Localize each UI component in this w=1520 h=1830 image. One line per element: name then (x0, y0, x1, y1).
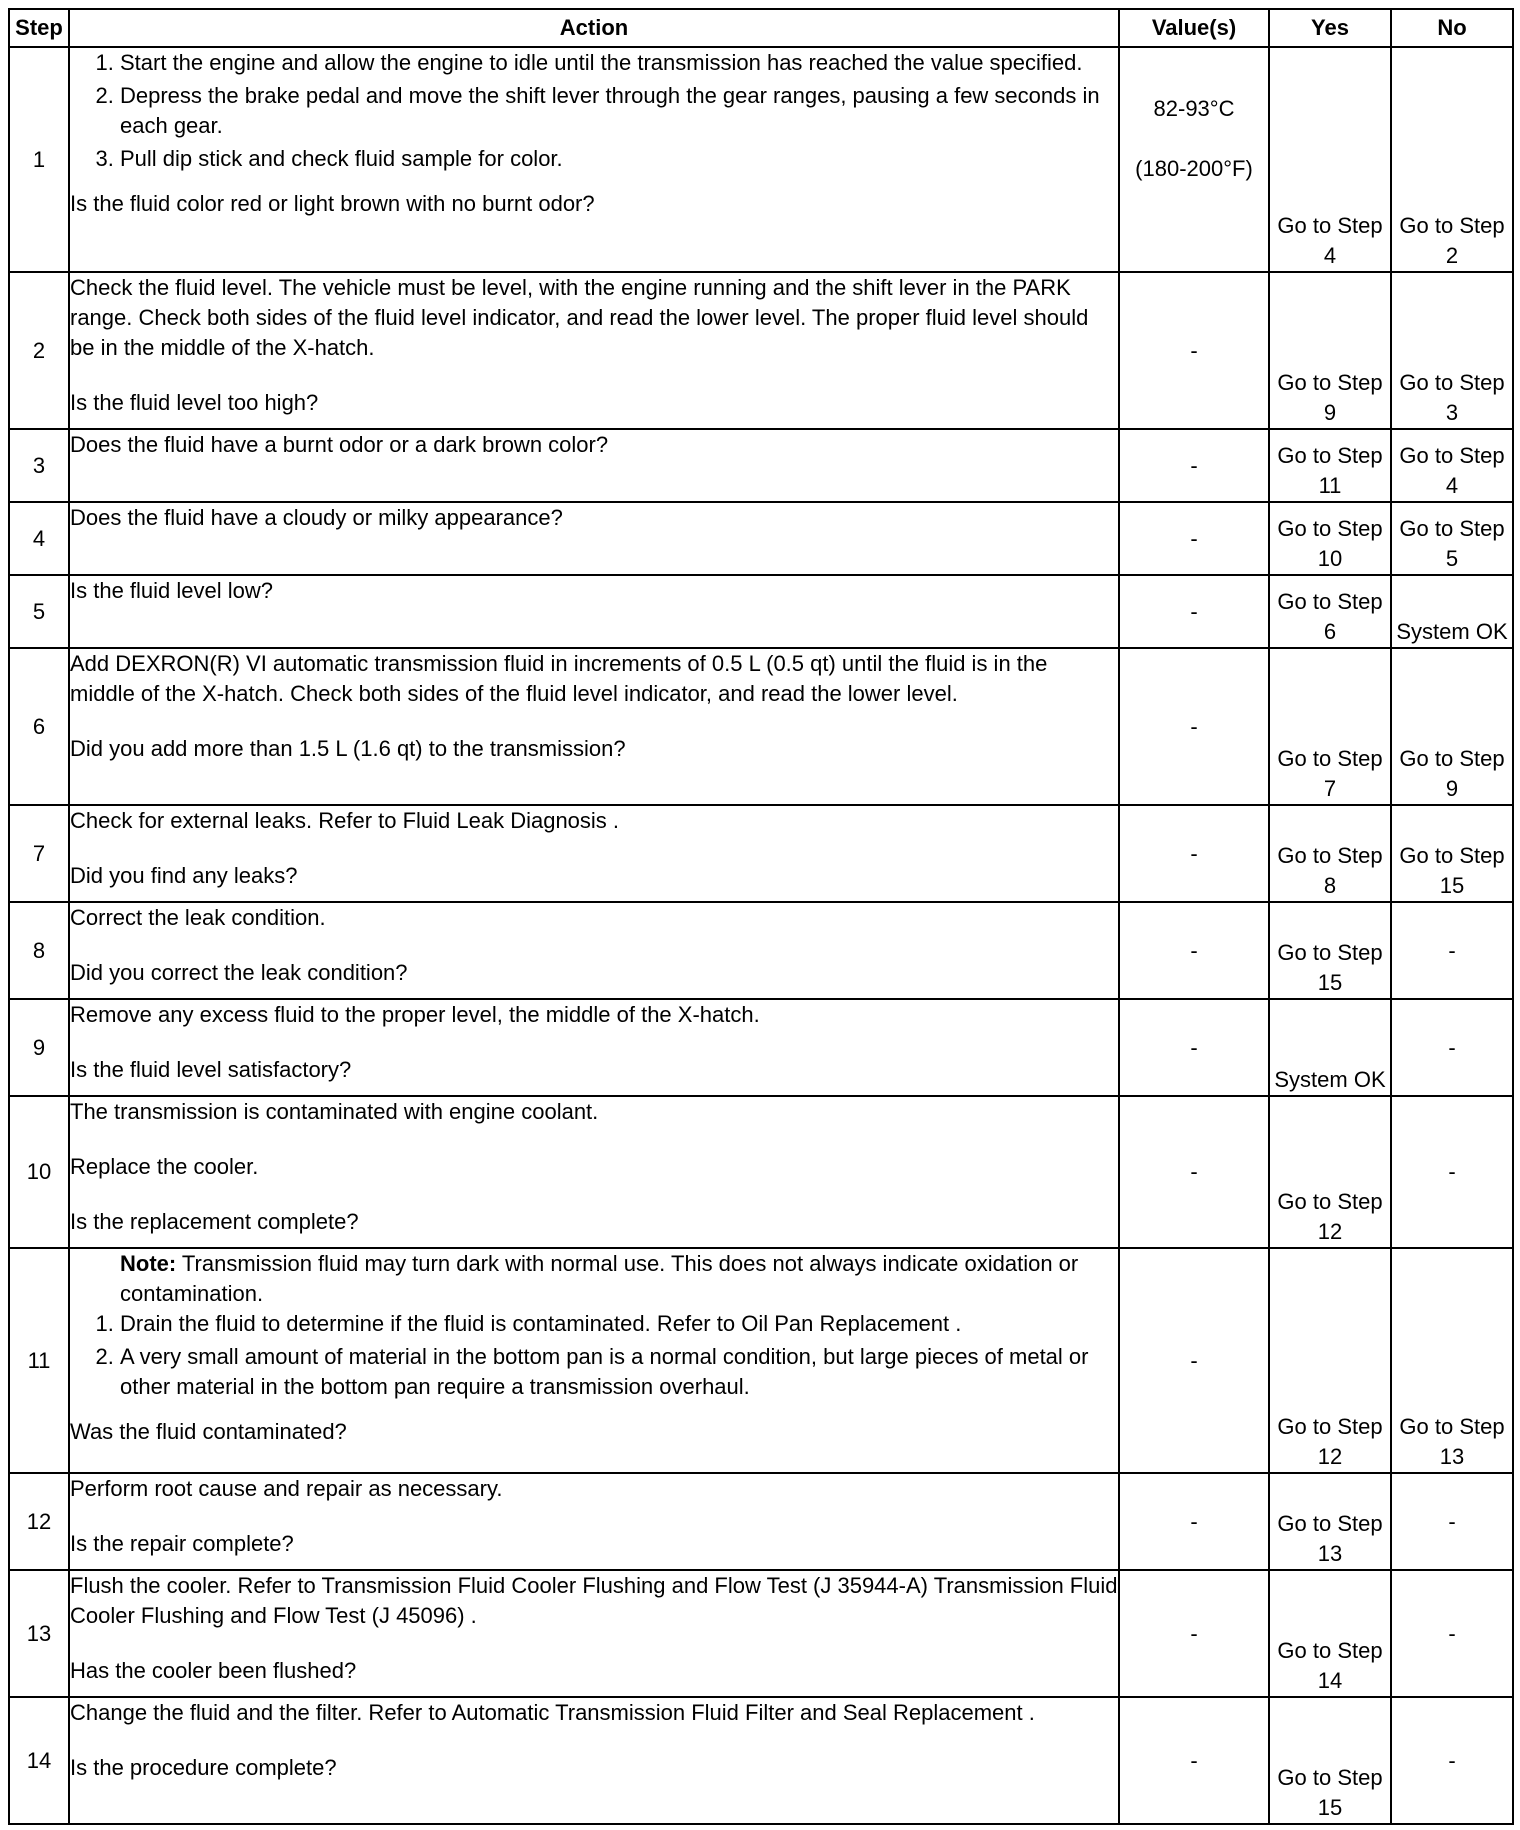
action-text: Add DEXRON(R) VI automatic transmission fluid in increments of 0.5 L (0.5 qt) until the fluid is in the middle of the X-hatch. Check both sides of the fluid level indicator, and read the lower level. (70, 651, 1048, 706)
diagnostic-table (8, 8, 1514, 1825)
action-question: Is the fluid level low? (70, 578, 273, 603)
value-cell (1119, 47, 1269, 272)
step-number: 11 (9, 1248, 69, 1473)
action-cell (69, 648, 1119, 805)
action-cell (69, 999, 1119, 1096)
value-cell: - (1119, 999, 1269, 1096)
step-number: 5 (9, 575, 69, 648)
no-cell: - (1391, 1570, 1513, 1697)
table-row (9, 429, 1513, 502)
value-cell: - (1119, 272, 1269, 429)
action-text: The transmission is contaminated with engine coolant. (70, 1099, 599, 1124)
yes-cell: Go to Step 15 (1269, 902, 1391, 999)
no-cell: - (1391, 1473, 1513, 1570)
no-cell: System OK (1391, 575, 1513, 648)
table-row (9, 1096, 1513, 1248)
value-fahrenheit: (180-200°F) (1135, 156, 1253, 181)
diagnostic-table-container (8, 8, 1512, 1825)
step-number: 8 (9, 902, 69, 999)
action-question: Is the repair complete? (70, 1531, 294, 1556)
yes-cell: Go to Step 8 (1269, 805, 1391, 902)
no-cell: - (1391, 1697, 1513, 1824)
action-text: Flush the cooler. Refer to Transmission Fluid Cooler Flushing and Flow Test (J 35944-A) Transmission Fluid Cooler Flushing and Flow Test (J 45096) . (70, 1573, 1118, 1628)
no-cell: Go to Step 3 (1391, 272, 1513, 429)
action-question: Did you correct the leak condition? (70, 960, 408, 985)
yes-cell: Go to Step 11 (1269, 429, 1391, 502)
table-row (9, 805, 1513, 902)
yes-cell: Go to Step 13 (1269, 1473, 1391, 1570)
no-cell: Go to Step 4 (1391, 429, 1513, 502)
no-cell: Go to Step 13 (1391, 1248, 1513, 1473)
header-yes: Yes (1269, 9, 1391, 47)
action-cell (69, 1473, 1119, 1570)
yes-cell: Go to Step 6 (1269, 575, 1391, 648)
table-row (9, 902, 1513, 999)
action-step-item: 2. Depress the brake pedal and move the shift lever through the gear ranges, pausing a few seconds in each gear. (120, 81, 1118, 141)
action-text: Check the fluid level. The vehicle must be level, with the engine running and the shift lever in the PARK range. Check both sides of the fluid level indicator, and read the lower level. The proper fluid level should be in the middle of the X-hatch. (70, 275, 1089, 360)
value-cell: - (1119, 575, 1269, 648)
table-row (9, 47, 1513, 272)
step-number: 2 (9, 272, 69, 429)
action-cell (69, 1697, 1119, 1824)
table-row (9, 272, 1513, 429)
action-step-item: 3. Pull dip stick and check fluid sample for color. (120, 144, 1118, 174)
table-row (9, 502, 1513, 575)
value-cell: - (1119, 1473, 1269, 1570)
table-row (9, 575, 1513, 648)
step-number: 7 (9, 805, 69, 902)
header-step: Step (9, 9, 69, 47)
yes-cell: Go to Step 12 (1269, 1096, 1391, 1248)
action-text: Check for external leaks. Refer to Fluid Leak Diagnosis . (70, 808, 620, 833)
table-row (9, 1248, 1513, 1473)
action-text-secondary: Replace the cooler. (70, 1154, 259, 1179)
action-text: Perform root cause and repair as necessary. (70, 1476, 503, 1501)
action-cell (69, 1248, 1119, 1473)
action-text: Change the fluid and the filter. Refer to Automatic Transmission Fluid Filter and Seal Replacement . (70, 1700, 1035, 1725)
action-text: Remove any excess fluid to the proper level, the middle of the X-hatch. (70, 1002, 760, 1027)
step-number: 14 (9, 1697, 69, 1824)
no-cell: Go to Step 2 (1391, 47, 1513, 272)
step-number: 1 (9, 47, 69, 272)
action-question: Is the replacement complete? (70, 1209, 359, 1234)
step-number: 12 (9, 1473, 69, 1570)
action-question: Does the fluid have a burnt odor or a dark brown color? (70, 432, 609, 457)
step-number: 13 (9, 1570, 69, 1697)
action-question: Has the cooler been flushed? (70, 1658, 357, 1683)
header-no: No (1391, 9, 1513, 47)
table-header-row (9, 9, 1513, 47)
value-cell: - (1119, 502, 1269, 575)
step-number: 9 (9, 999, 69, 1096)
yes-cell: Go to Step 12 (1269, 1248, 1391, 1473)
value-cell: - (1119, 429, 1269, 502)
yes-cell: Go to Step 7 (1269, 648, 1391, 805)
table-row (9, 648, 1513, 805)
step-number: 6 (9, 648, 69, 805)
table-row (9, 1570, 1513, 1697)
value-cell: - (1119, 1248, 1269, 1473)
yes-cell: Go to Step 10 (1269, 502, 1391, 575)
action-steps-list (70, 1309, 1118, 1402)
value-celsius: 82-93°C (1153, 96, 1235, 121)
table-row (9, 1697, 1513, 1824)
note-text: Transmission fluid may turn dark with normal use. This does not always indicate oxidation or contamination. (120, 1251, 1079, 1306)
action-question: Is the procedure complete? (70, 1755, 337, 1780)
action-cell (69, 429, 1119, 502)
action-question: Was the fluid contaminated? (70, 1419, 347, 1444)
value-cell: - (1119, 805, 1269, 902)
action-question: Is the fluid level satisfactory? (70, 1057, 352, 1082)
yes-cell: Go to Step 4 (1269, 47, 1391, 272)
action-cell (69, 502, 1119, 575)
action-cell (69, 47, 1119, 272)
no-cell: - (1391, 1096, 1513, 1248)
action-question: Is the fluid color red or light brown with no burnt odor? (70, 191, 595, 216)
action-question: Did you find any leaks? (70, 863, 298, 888)
action-cell (69, 575, 1119, 648)
yes-cell: System OK (1269, 999, 1391, 1096)
value-cell: - (1119, 1096, 1269, 1248)
value-cell: - (1119, 1697, 1269, 1824)
yes-cell: Go to Step 9 (1269, 272, 1391, 429)
action-text: Correct the leak condition. (70, 905, 326, 930)
action-cell (69, 1096, 1119, 1248)
step-number: 10 (9, 1096, 69, 1248)
action-cell (69, 902, 1119, 999)
value-cell: - (1119, 1570, 1269, 1697)
action-question: Did you add more than 1.5 L (1.6 qt) to the transmission? (70, 736, 626, 761)
header-action: Action (69, 9, 1119, 47)
no-cell: - (1391, 999, 1513, 1096)
yes-cell: Go to Step 15 (1269, 1697, 1391, 1824)
no-cell: - (1391, 902, 1513, 999)
action-step-item: 2. A very small amount of material in the bottom pan is a normal condition, but large pieces of metal or other material in the bottom pan require a transmission overhaul. (120, 1342, 1118, 1402)
note-label: Note: (120, 1251, 177, 1276)
step-number: 4 (9, 502, 69, 575)
note-block (70, 1249, 1118, 1309)
action-cell (69, 805, 1119, 902)
table-row (9, 999, 1513, 1096)
no-cell: Go to Step 15 (1391, 805, 1513, 902)
action-cell (69, 272, 1119, 429)
action-cell (69, 1570, 1119, 1697)
no-cell: Go to Step 9 (1391, 648, 1513, 805)
action-step-item: 1. Drain the fluid to determine if the fluid is contaminated. Refer to Oil Pan Replacement . (120, 1309, 1118, 1339)
action-question: Does the fluid have a cloudy or milky appearance? (70, 505, 563, 530)
yes-cell: Go to Step 14 (1269, 1570, 1391, 1697)
action-step-item: 1. Start the engine and allow the engine to idle until the transmission has reached the value specified. (120, 48, 1118, 78)
action-steps-list (70, 48, 1118, 174)
table-row (9, 1473, 1513, 1570)
action-question: Is the fluid level too high? (70, 390, 319, 415)
step-number: 3 (9, 429, 69, 502)
value-cell: - (1119, 902, 1269, 999)
header-values: Value(s) (1119, 9, 1269, 47)
value-cell: - (1119, 648, 1269, 805)
no-cell: Go to Step 5 (1391, 502, 1513, 575)
